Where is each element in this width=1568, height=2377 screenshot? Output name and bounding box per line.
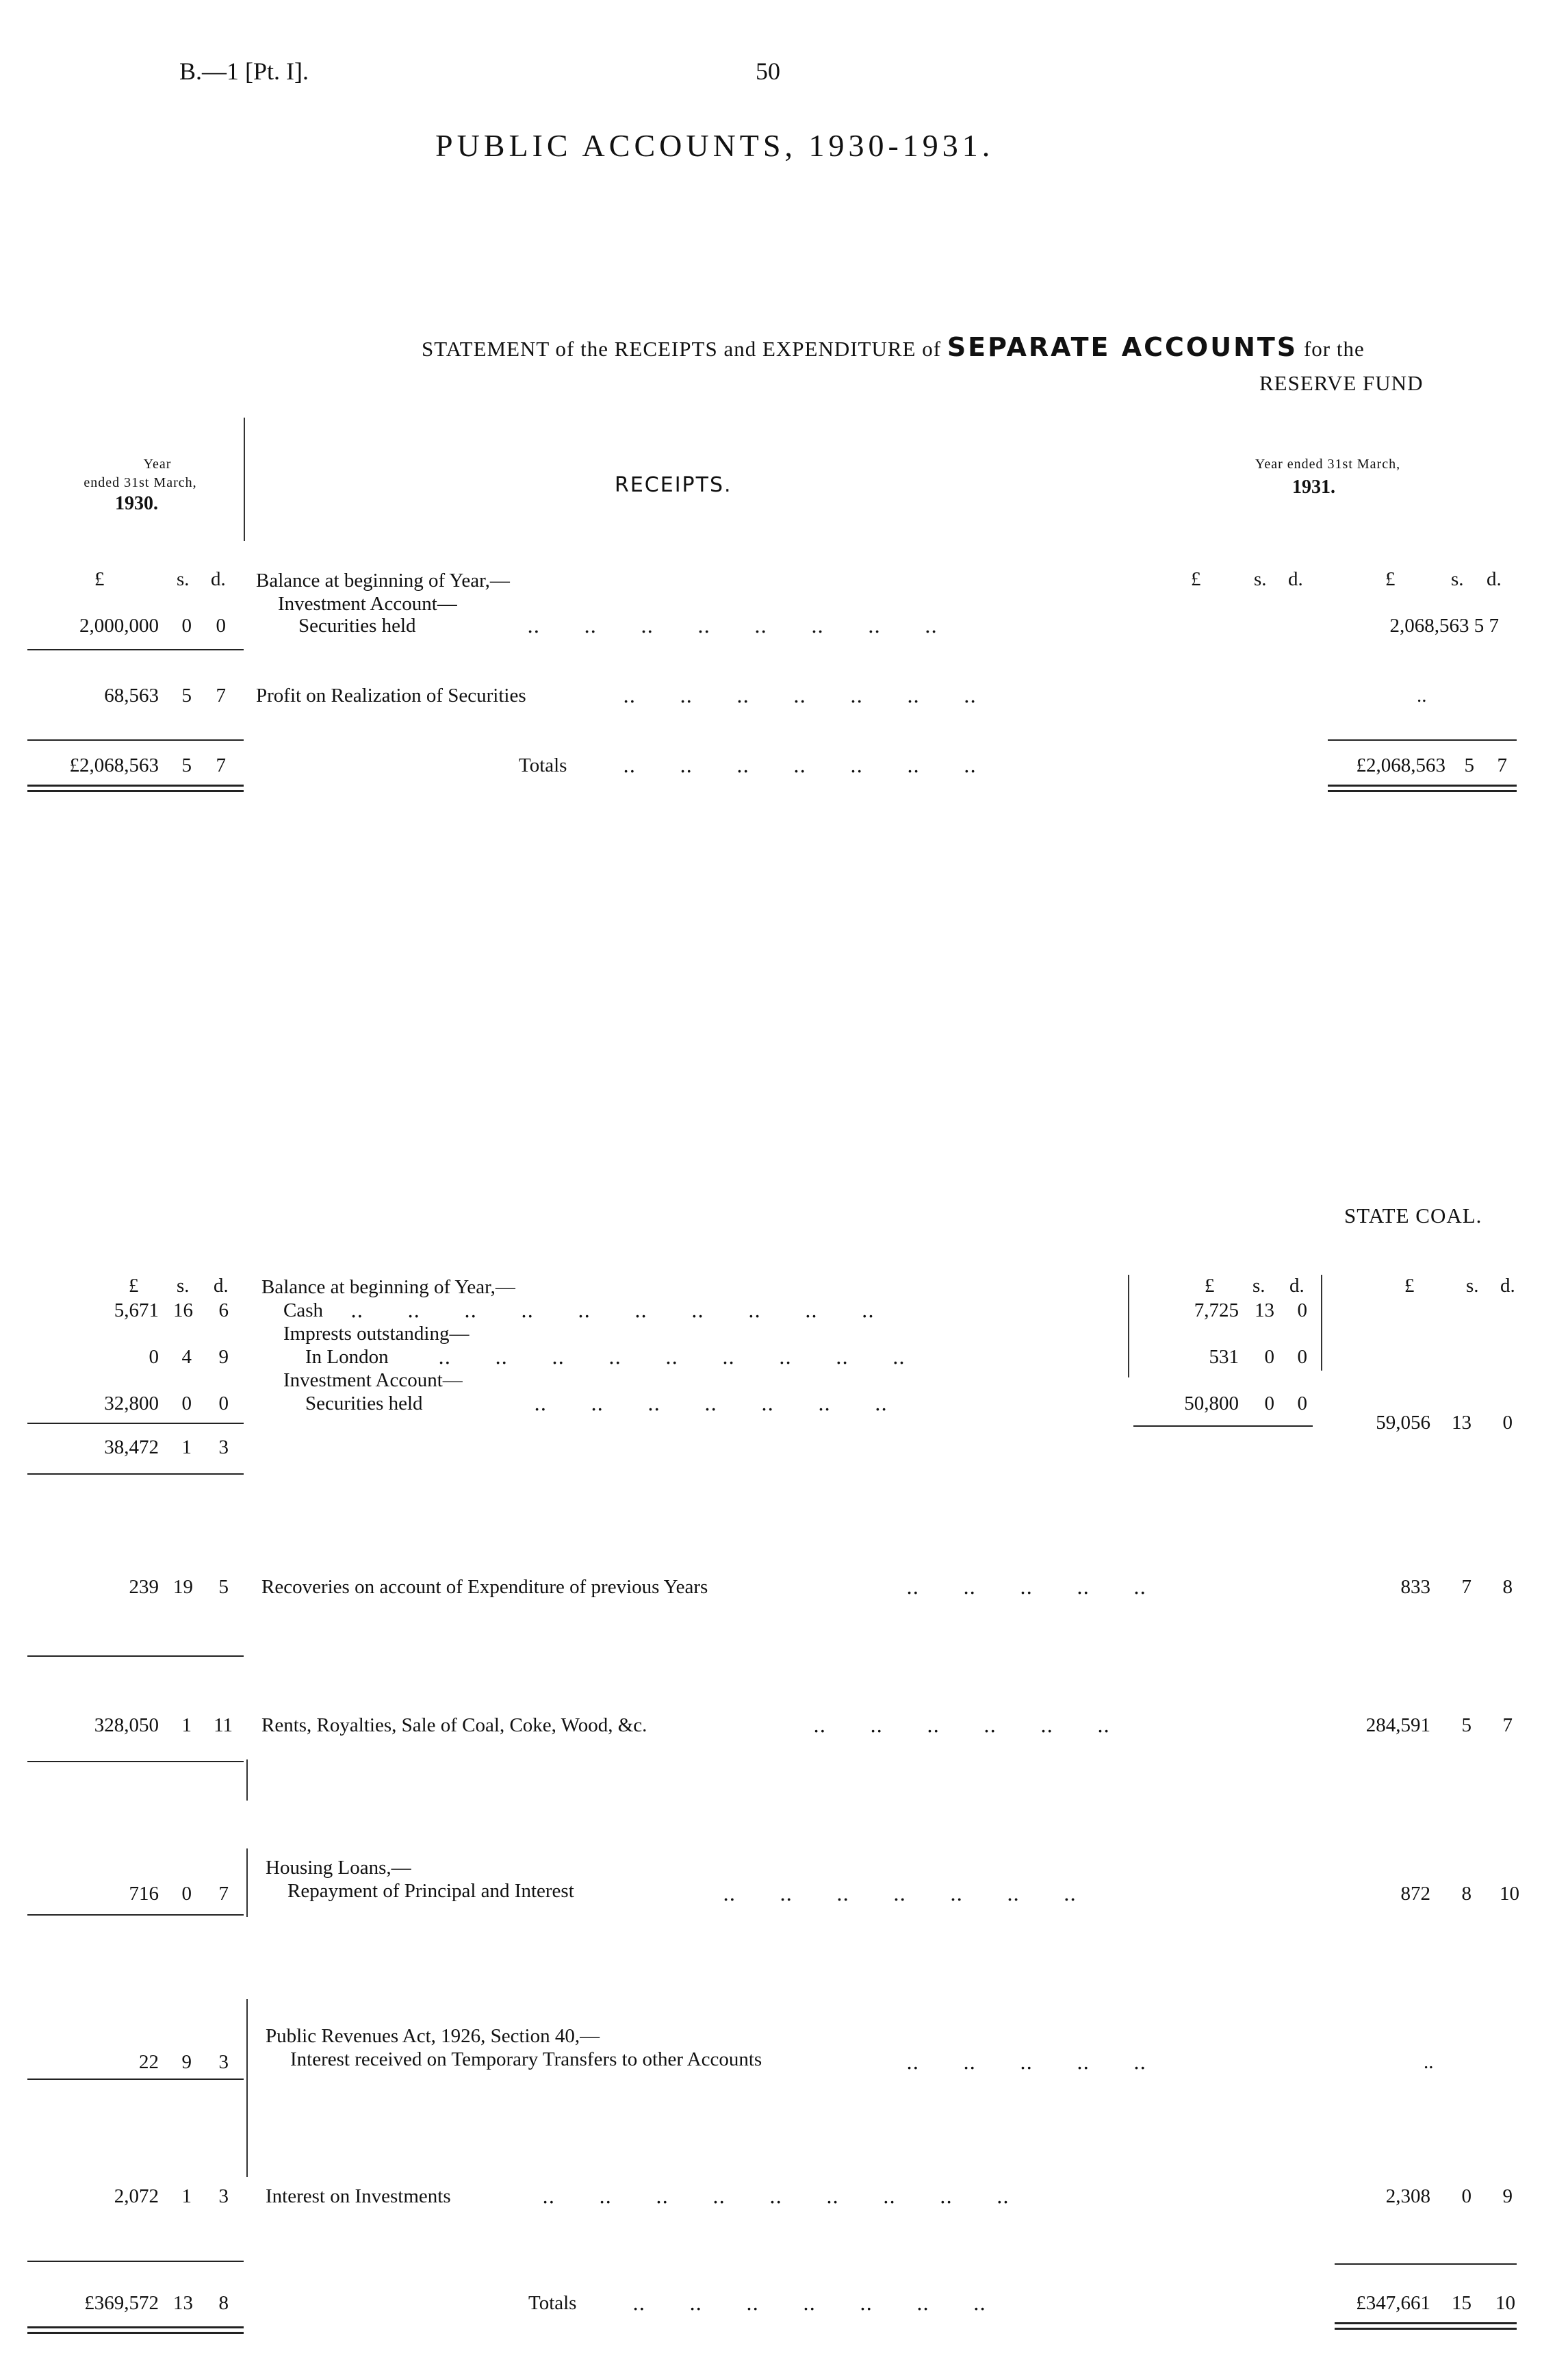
investments-1931-pence: 9 bbox=[1502, 2185, 1513, 2207]
page-number: 50 bbox=[756, 58, 780, 85]
rule bbox=[27, 1655, 244, 1657]
column-rule bbox=[246, 1999, 248, 2177]
london-label: In London bbox=[305, 1346, 389, 1368]
profit-label: Profit on Realization of Securities bbox=[256, 685, 526, 707]
investments-1931-shillings: 0 bbox=[1461, 2185, 1471, 2207]
statement-bold: SEPARATE ACCOUNTS bbox=[947, 332, 1298, 362]
unit-shilling: s. bbox=[1466, 1275, 1479, 1297]
double-rule bbox=[27, 2332, 244, 2334]
profit-1931: .. bbox=[1417, 685, 1427, 707]
cash-label: Cash bbox=[283, 1299, 323, 1321]
securities-1931-shillings: 0 bbox=[1264, 1393, 1274, 1414]
housing-label: Housing Loans,— bbox=[266, 1857, 411, 1879]
balance-label: Balance at beginning of Year,— bbox=[261, 1276, 515, 1298]
statement-heading bbox=[422, 334, 1365, 360]
balance-label: Balance at beginning of Year,— bbox=[256, 570, 510, 592]
london-1931-pounds: 531 bbox=[1209, 1346, 1239, 1368]
investment-label: Investment Account— bbox=[283, 1369, 463, 1391]
unit-pound: £ bbox=[94, 568, 105, 590]
securities-1930-pounds: 32,800 bbox=[104, 1393, 159, 1414]
balance-total-1930-shillings: 1 bbox=[181, 1436, 192, 1458]
balance-total-1931-pence: 0 bbox=[1502, 1412, 1513, 1434]
totals-1931-shillings: 15 bbox=[1452, 2292, 1471, 2314]
london-1931-pence: 0 bbox=[1297, 1346, 1307, 1368]
leader-dots: .. .. .. .. .. .. bbox=[813, 1714, 1110, 1737]
interest-temp-label: Interest received on Temporary Transfers to other Accounts bbox=[290, 2048, 762, 2070]
double-rule bbox=[1335, 2322, 1517, 2324]
double-rule bbox=[27, 790, 244, 792]
year-header-right-year: 1931. bbox=[1292, 476, 1335, 498]
unit-shilling: s. bbox=[177, 568, 190, 590]
london-1930-pence: 9 bbox=[218, 1346, 229, 1368]
pra-1930-pence: 3 bbox=[218, 2051, 229, 2073]
rents-1931-pounds: 284,591 bbox=[1365, 1714, 1430, 1736]
unit-shilling: s. bbox=[1254, 568, 1267, 590]
unit-pound: £ bbox=[1191, 568, 1201, 590]
cash-1931-shillings: 13 bbox=[1255, 1299, 1274, 1321]
leader-dots: .. .. .. .. .. bbox=[906, 2050, 1146, 2074]
recoveries-1930-pounds: 239 bbox=[129, 1576, 159, 1598]
london-1930-shillings: 4 bbox=[181, 1346, 192, 1368]
totals-label: Totals bbox=[528, 2292, 577, 2314]
leader-dots: .. .. .. .. .. .. .. bbox=[723, 1882, 1077, 1905]
unit-pound: £ bbox=[1404, 1275, 1415, 1297]
totals-1931-pounds: £347,661 bbox=[1356, 2292, 1430, 2314]
double-rule bbox=[1328, 790, 1517, 792]
unit-pence: d. bbox=[211, 568, 226, 590]
rents-label: Rents, Royalties, Sale of Coal, Coke, Wood, &c. bbox=[261, 1714, 647, 1736]
investments-label: Interest on Investments bbox=[266, 2185, 451, 2207]
securities-1930-pence: 0 bbox=[218, 1393, 229, 1414]
column-rule bbox=[246, 1848, 248, 1917]
year-header-right-line1: Year ended 31st March, bbox=[1255, 457, 1401, 472]
recoveries-1930-pence: 5 bbox=[218, 1576, 229, 1598]
cash-1930-pounds: 5,671 bbox=[114, 1299, 159, 1321]
double-rule bbox=[1335, 2328, 1517, 2330]
securities-1931: 2,068,563 5 7 bbox=[1389, 615, 1499, 637]
securities-1931-pence: 0 bbox=[1297, 1393, 1307, 1414]
leader-dots: .. .. .. .. .. .. .. .. .. .. bbox=[350, 1299, 875, 1322]
housing-1930-pounds: 716 bbox=[129, 1883, 159, 1905]
unit-pence: d. bbox=[1500, 1275, 1515, 1297]
reserve-fund-title: RESERVE FUND bbox=[1259, 371, 1424, 395]
totals-1930-pence: 7 bbox=[216, 754, 226, 776]
investments-1930-shillings: 1 bbox=[181, 2185, 192, 2207]
recoveries-1931-pounds: 833 bbox=[1400, 1576, 1430, 1598]
investments-1930-pounds: 2,072 bbox=[114, 2185, 159, 2207]
pra-1931: .. bbox=[1424, 2051, 1434, 2073]
page-title: PUBLIC ACCOUNTS, 1930-1931. bbox=[435, 128, 994, 163]
repayment-label: Repayment of Principal and Interest bbox=[287, 1880, 574, 1902]
receipts-heading: RECEIPTS. bbox=[615, 473, 732, 497]
pra-1930-pounds: 22 bbox=[139, 2051, 159, 2073]
leader-dots: .. .. .. .. .. .. .. .. .. bbox=[542, 2185, 1010, 2208]
unit-pound: £ bbox=[129, 1275, 139, 1297]
column-rule bbox=[246, 1759, 248, 1801]
securities-1931-pounds: 50,800 bbox=[1184, 1393, 1239, 1414]
unit-pence: d. bbox=[1288, 568, 1303, 590]
balance-total-1931-shillings: 13 bbox=[1452, 1412, 1471, 1434]
section-reference: B.—1 [Pt. I]. bbox=[179, 58, 309, 85]
unit-shilling: s. bbox=[1252, 1275, 1265, 1297]
cash-1930-pence: 6 bbox=[218, 1299, 229, 1321]
leader-dots: .. .. .. .. .. .. .. bbox=[623, 754, 977, 777]
housing-1930-shillings: 0 bbox=[181, 1883, 192, 1905]
housing-1931-pence: 10 bbox=[1500, 1883, 1519, 1905]
unit-pence: d. bbox=[214, 1275, 229, 1297]
year-header-left-year: 1930. bbox=[115, 493, 158, 514]
rule bbox=[27, 2079, 244, 2080]
totals-1931-pence: 10 bbox=[1495, 2292, 1515, 2314]
rents-1930-pence: 11 bbox=[214, 1714, 233, 1736]
recoveries-1931-pence: 8 bbox=[1502, 1576, 1513, 1598]
recoveries-1931-shillings: 7 bbox=[1461, 1576, 1471, 1598]
leader-dots: .. .. .. .. .. .. .. .. bbox=[527, 614, 938, 637]
rule bbox=[1133, 1425, 1313, 1427]
unit-pound: £ bbox=[1385, 568, 1396, 590]
rule bbox=[27, 649, 244, 650]
totals-1931-pounds: £2,068,563 bbox=[1356, 754, 1445, 776]
leader-dots: .. .. .. .. .. .. .. .. .. bbox=[438, 1345, 905, 1369]
rents-1930-shillings: 1 bbox=[181, 1714, 192, 1736]
pra-label: Public Revenues Act, 1926, Section 40,— bbox=[266, 2025, 600, 2047]
rule bbox=[27, 739, 244, 741]
balance-total-1930-pounds: 38,472 bbox=[104, 1436, 159, 1458]
housing-1931-pounds: 872 bbox=[1400, 1883, 1430, 1905]
rents-1931-shillings: 5 bbox=[1461, 1714, 1471, 1736]
profit-1930-pounds: 68,563 bbox=[104, 685, 159, 707]
london-1931-shillings: 0 bbox=[1264, 1346, 1274, 1368]
leader-dots: .. .. .. .. .. .. .. bbox=[623, 684, 977, 707]
unit-pound: £ bbox=[1205, 1275, 1215, 1297]
column-rule bbox=[1321, 1275, 1322, 1371]
rule bbox=[27, 1473, 244, 1475]
london-1930-pounds: 0 bbox=[149, 1346, 159, 1368]
leader-dots: .. .. .. .. .. .. .. bbox=[534, 1392, 888, 1415]
investments-1930-pence: 3 bbox=[218, 2185, 229, 2207]
year-header-left-line2: ended 31st March, bbox=[83, 475, 197, 490]
balance-total-1931-pounds: 59,056 bbox=[1376, 1412, 1430, 1434]
leader-dots: .. .. .. .. .. bbox=[906, 1575, 1146, 1599]
statement-suffix: for the bbox=[1303, 337, 1365, 361]
totals-label: Totals bbox=[519, 754, 567, 776]
profit-1930-pence: 7 bbox=[216, 685, 226, 707]
double-rule bbox=[27, 785, 244, 787]
recoveries-1930-shillings: 19 bbox=[173, 1576, 193, 1598]
securities-1930-pence: 0 bbox=[216, 615, 226, 637]
rule bbox=[27, 2261, 244, 2262]
securities-1930-shillings: 0 bbox=[181, 1393, 192, 1414]
state-coal-title: STATE COAL. bbox=[1344, 1204, 1482, 1228]
housing-1930-pence: 7 bbox=[218, 1883, 229, 1905]
year-header-left-line1: Year bbox=[143, 457, 172, 472]
leader-dots: .. .. .. .. .. .. .. bbox=[632, 2291, 986, 2315]
housing-1931-shillings: 8 bbox=[1461, 1883, 1471, 1905]
double-rule bbox=[27, 2326, 244, 2328]
rule bbox=[27, 1761, 244, 1762]
rule bbox=[27, 1914, 244, 1916]
statement-prefix: STATEMENT of the RECEIPTS and EXPENDITURE of bbox=[422, 337, 942, 361]
totals-1930-pounds: £369,572 bbox=[84, 2292, 159, 2314]
investment-label: Investment Account— bbox=[278, 593, 457, 615]
totals-1930-pence: 8 bbox=[218, 2292, 229, 2314]
unit-pence: d. bbox=[1487, 568, 1502, 590]
recoveries-label: Recoveries on account of Expenditure of previous Years bbox=[261, 1576, 708, 1598]
unit-shilling: s. bbox=[1451, 568, 1464, 590]
cash-1931-pence: 0 bbox=[1297, 1299, 1307, 1321]
rule bbox=[1328, 739, 1517, 741]
unit-pence: d. bbox=[1289, 1275, 1304, 1297]
cash-1930-shillings: 16 bbox=[173, 1299, 193, 1321]
rents-1930-pounds: 328,050 bbox=[94, 1714, 159, 1736]
balance-total-1930-pence: 3 bbox=[218, 1436, 229, 1458]
rule bbox=[27, 1423, 244, 1424]
imprests-label: Imprests outstanding— bbox=[283, 1323, 470, 1345]
investments-1931-pounds: 2,308 bbox=[1385, 2185, 1430, 2207]
double-rule bbox=[1328, 785, 1517, 787]
totals-1931-pence: 7 bbox=[1497, 754, 1507, 776]
totals-1930-pounds: £2,068,563 bbox=[69, 754, 159, 776]
pra-1930-shillings: 9 bbox=[181, 2051, 192, 2073]
securities-label: Securities held bbox=[298, 615, 416, 637]
totals-1930-shillings: 13 bbox=[173, 2292, 193, 2314]
securities-1930-pounds: 2,000,000 bbox=[79, 615, 159, 637]
rents-1931-pence: 7 bbox=[1502, 1714, 1513, 1736]
securities-1930-shillings: 0 bbox=[181, 615, 192, 637]
securities-label: Securities held bbox=[305, 1393, 423, 1414]
totals-1930-shillings: 5 bbox=[181, 754, 192, 776]
totals-1931-shillings: 5 bbox=[1464, 754, 1474, 776]
profit-1930-shillings: 5 bbox=[181, 685, 192, 707]
unit-shilling: s. bbox=[177, 1275, 190, 1297]
rule bbox=[1335, 2263, 1517, 2265]
cash-1931-pounds: 7,725 bbox=[1194, 1299, 1239, 1321]
